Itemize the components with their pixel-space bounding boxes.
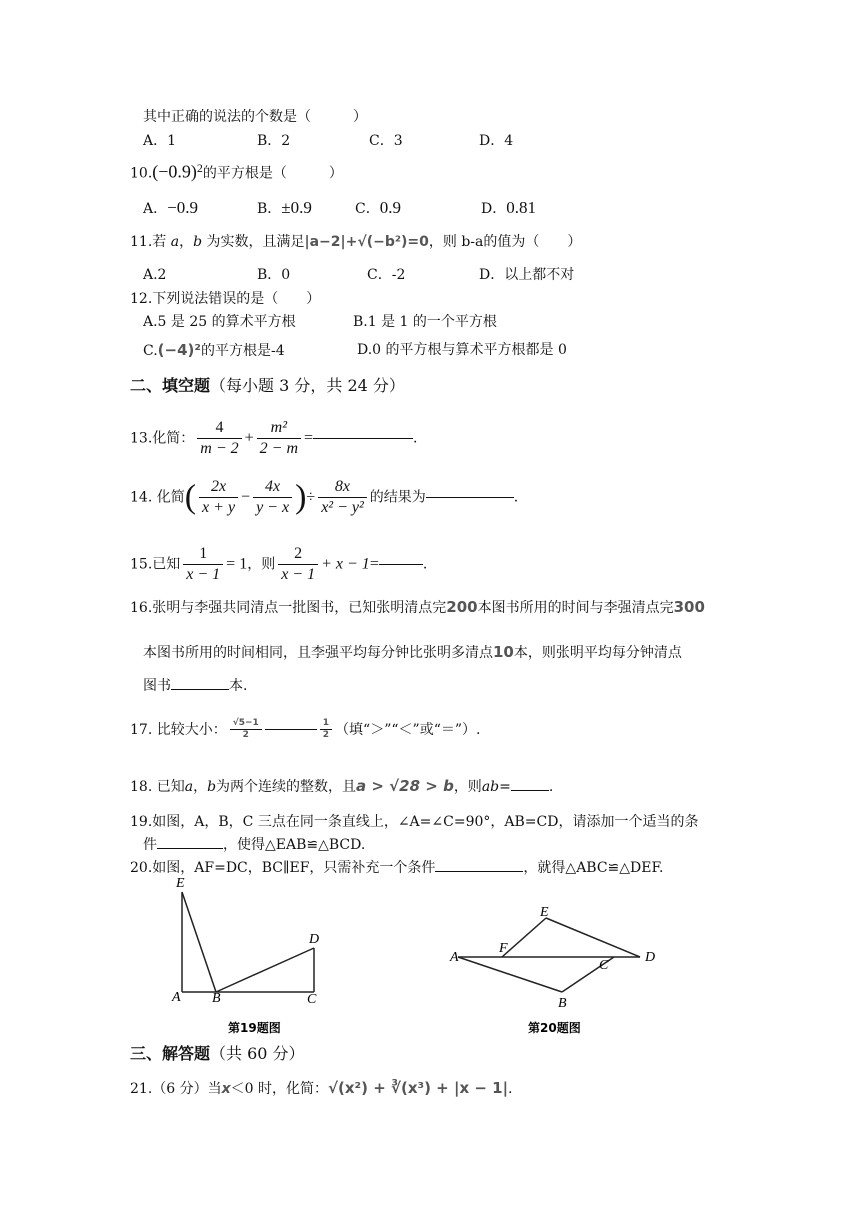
q16-answer-blank[interactable] bbox=[171, 689, 229, 690]
q10-number: 10. bbox=[130, 165, 153, 182]
fig19-caption: 第19题图 bbox=[228, 1021, 281, 1035]
fig20-label-d: D bbox=[645, 950, 656, 965]
q17-answer-blank[interactable] bbox=[265, 729, 317, 730]
q15-answer-blank[interactable] bbox=[379, 564, 423, 565]
q10-option-a: A．−0.9 bbox=[143, 198, 198, 217]
q21-expression: √(x²) + ∛(x³) + |x − 1| bbox=[328, 1079, 509, 1097]
figure-20 bbox=[440, 898, 680, 1038]
q10-option-d: D．0.81 bbox=[481, 198, 536, 217]
q10-stem bbox=[130, 162, 343, 181]
q19-line-1: 19.如图，A，B，C 三点在同一条直线上，∠A=∠C=90°，AB=CD，请添加一个适当的条 bbox=[130, 814, 699, 830]
fig20-label-f: F bbox=[499, 941, 508, 956]
fig20-label-b: B bbox=[558, 996, 567, 1011]
fig19-label-b: B bbox=[212, 991, 221, 1006]
q20-answer-blank[interactable] bbox=[435, 871, 523, 872]
q11-condition: |a−2|+√(−b²)=0 bbox=[304, 234, 429, 250]
q9-option-c: C．3 bbox=[369, 133, 403, 149]
q13-answer-blank[interactable] bbox=[313, 438, 413, 439]
fig20-label-a: A bbox=[450, 950, 459, 965]
q14: 14. 化简( $\frac{2x}{x + y}$ − $\frac{4x}{y - x}$ )÷ $\frac{8x}{\text{x² − y²}}$ 的结果为 . bbox=[130, 478, 519, 516]
q9-option-d: D．4 bbox=[479, 133, 514, 149]
q18-answer-blank[interactable] bbox=[511, 790, 549, 791]
q9-option-b: B．2 bbox=[257, 133, 291, 149]
q10-rest: 的平方根是（ ） bbox=[202, 165, 343, 182]
q12-option-d: D.0 的平方根与算术平方根都是 0 bbox=[357, 342, 567, 358]
q15: 15.已知 $\frac{1}{x - 1}$ = 1，则 $\frac{2}{x - 1}$ + x − 1= . bbox=[130, 545, 428, 583]
q11-option-c: C．-2 bbox=[367, 267, 406, 283]
q19-answer-blank[interactable] bbox=[157, 848, 223, 849]
q9-stem: 其中正确的说法的个数是（ ） bbox=[143, 109, 367, 125]
q12-option-a: A.5 是 25 的算术平方根 bbox=[143, 314, 296, 330]
q13: 13.化简： $\frac{4}{m - 2}$ + $\frac{\text{m²}}{2 - m}$ = . bbox=[130, 419, 418, 457]
q16-line-2: 本图书所用的时间相同，且李强平均每分钟比张明多清点10本，则张明平均每分钟清点 bbox=[143, 643, 682, 661]
q14-answer-blank[interactable] bbox=[426, 497, 514, 498]
q10-exponent: 2 bbox=[196, 161, 203, 175]
fig19-label-d: D bbox=[309, 932, 320, 947]
q21: 21.（6 分）当x＜0 时，化简：√(x²) + ∛(x³) + |x − 1|. bbox=[130, 1079, 513, 1097]
fig19-label-e: E bbox=[176, 876, 185, 891]
section-2-title: 二、填空题（每小题 3 分，共 24 分） bbox=[130, 376, 405, 395]
q10-option-b: B．±0.9 bbox=[257, 198, 312, 217]
q12-stem: 12.下列说法错误的是（ ） bbox=[130, 291, 321, 307]
q19-line-2: 件 ，使得△EAB≌△BCD. bbox=[143, 837, 366, 853]
section-3-title: 三、解答题（共 60 分） bbox=[130, 1044, 305, 1063]
fig19-label-c: C bbox=[307, 992, 317, 1007]
q18-inequality: a > √28 > b bbox=[356, 777, 454, 795]
q16-line-3: 图书 本. bbox=[143, 678, 248, 694]
figure-19 bbox=[160, 872, 350, 1037]
q10-option-c: C．0.9 bbox=[355, 198, 401, 217]
fig19-label-a: A bbox=[172, 990, 181, 1005]
q17: 17. 比较大小： $\frac{√5-1}{2}$ $\frac{1}{2}$ （填“＞”“＜”或“＝”）. bbox=[130, 718, 481, 741]
q11-option-b: B．0 bbox=[257, 267, 291, 283]
q12-option-b: B.1 是 1 的一个平方根 bbox=[353, 314, 497, 330]
q16-line-1: 16.张明与李强共同清点一批图书，已知张明清点完200本图书所用的时间与李强清点完300 bbox=[130, 598, 705, 616]
fig20-caption: 第20题图 bbox=[528, 1021, 581, 1035]
q11-stem: 11.若 a，b 为实数，且满足|a−2|+√(−b²)=0，则 b-a的值为（ ） bbox=[130, 234, 582, 250]
fig20-label-e: E bbox=[540, 905, 549, 920]
q11-option-a: A.2 bbox=[143, 267, 167, 283]
q9-option-a: A．1 bbox=[143, 133, 177, 149]
fig20-label-c: C bbox=[599, 958, 609, 973]
q20: 20.如图，AF=DC，BC∥EF，只需补充一个条件 ，就得△ABC≌△DEF. bbox=[130, 860, 664, 876]
q11-option-d: D．以上都不对 bbox=[479, 267, 575, 283]
q10-base: (−0.9) bbox=[152, 161, 197, 182]
q12-option-c: C.(−4)²的平方根是-4 bbox=[143, 341, 285, 359]
q18: 18. 已知a，b为两个连续的整数，且a > √28 > b，则ab= . bbox=[130, 777, 554, 795]
